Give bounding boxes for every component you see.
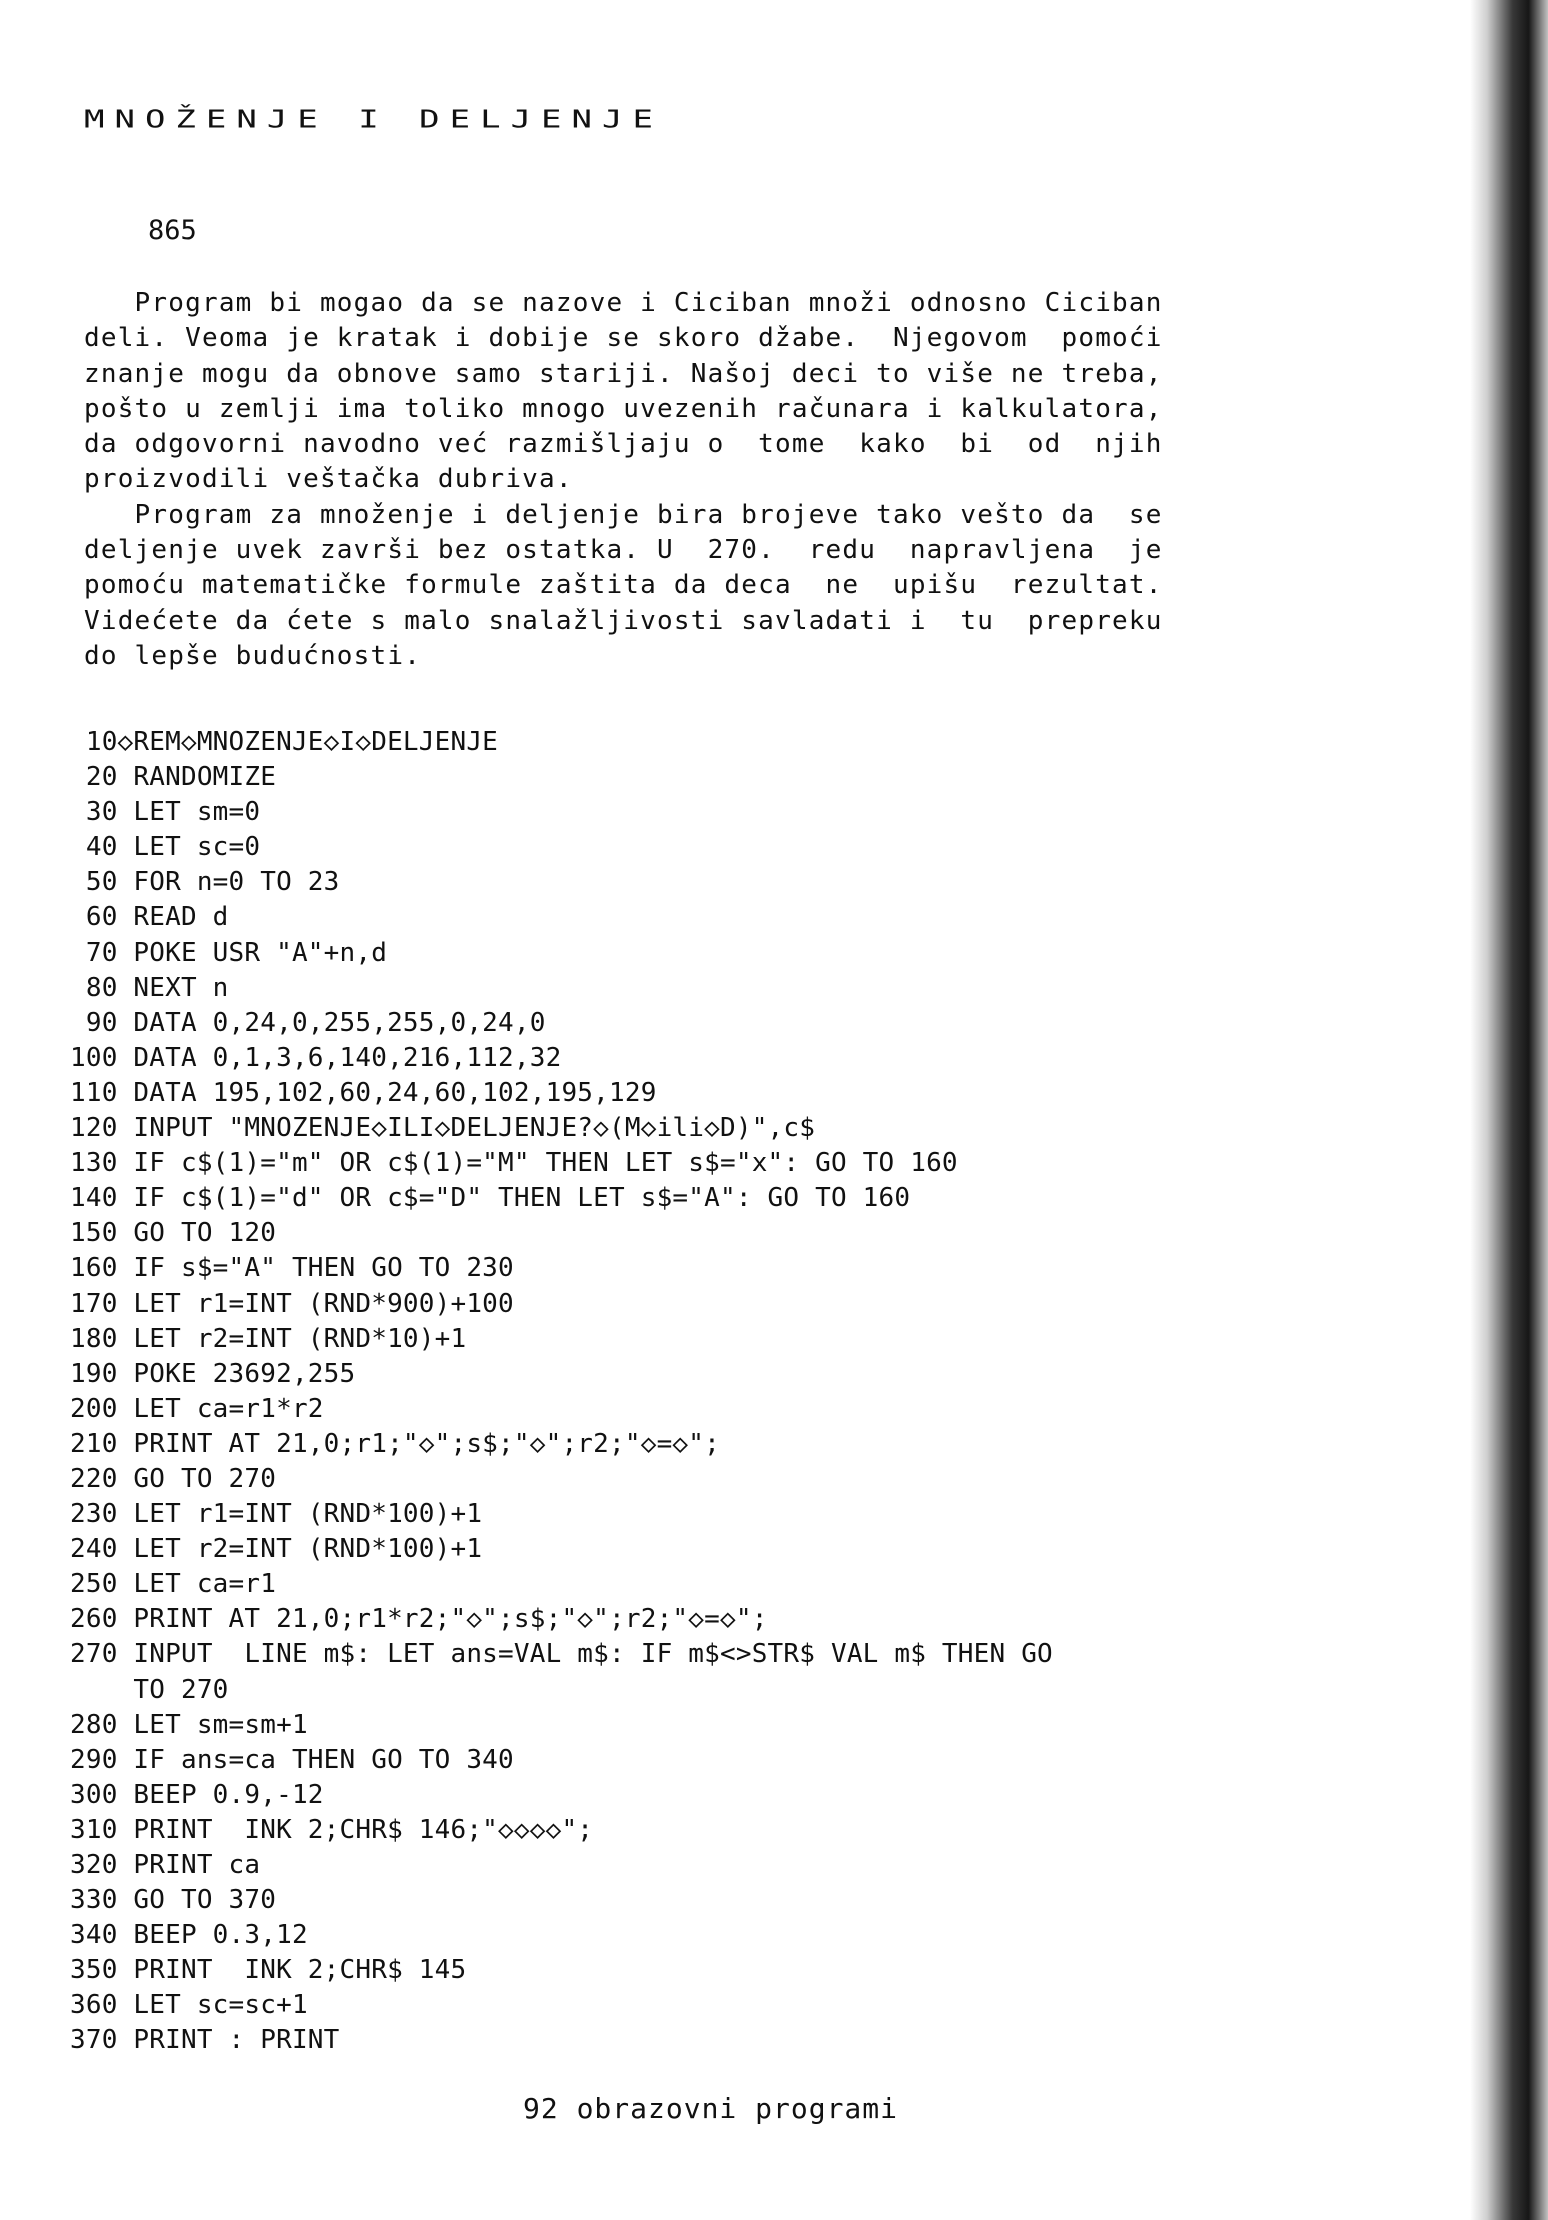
code-line: 210 PRINT AT 21,0;r1;"◇";s$;"◇";r2;"◇=◇"; — [70, 1428, 720, 1459]
scan-binding-shadow — [1470, 0, 1548, 2220]
code-line: 30 LET sm=0 — [70, 797, 261, 828]
code-line: 320 PRINT ca — [70, 1850, 261, 1880]
page-footer: 92 obrazovni programi — [523, 2092, 899, 2125]
description-line: da odgovorni navodno već razmišljaju o tome kako bi od njih — [84, 429, 1163, 460]
code-line: 130 IF c$(1)="m" OR c$(1)="M" THEN LET s$="x": GO TO 160 — [70, 1148, 958, 1179]
basic-listing — [70, 725, 1053, 2059]
code-line: 190 POKE 23692,255 — [70, 1358, 356, 1389]
code-line: TO 270 — [70, 1674, 229, 1705]
description-text — [84, 286, 1436, 674]
description-line: znanje mogu da obnove samo stariji. Našoj deci to više ne treba, — [84, 358, 1163, 389]
code-line: 280 LET sm=sm+1 — [70, 1709, 308, 1740]
description-line: proizvodili veštačka dubriva. — [84, 464, 573, 495]
code-line: 40 LET sc=0 — [70, 832, 261, 863]
code-line: 230 LET r1=INT (RND*100)+1 — [70, 1499, 483, 1530]
description-line: pošto u zemlji ima toliko mnogo uvezenih računara i kalkulatora, — [84, 393, 1163, 424]
description-line: deli. Veoma je kratak i dobije se skoro džabe. Njegovom pomoći — [84, 323, 1163, 354]
code-line: 260 PRINT AT 21,0;r1*r2;"◇";s$;"◇";r2;"◇=◇"; — [70, 1604, 768, 1635]
code-line: 100 DATA 0,1,3,6,140,216,112,32 — [70, 1042, 562, 1073]
code-line: 20 RANDOMIZE — [70, 762, 277, 793]
code-line: 110 DATA 195,102,60,24,60,102,195,129 — [70, 1077, 657, 1108]
code-line: 50 FOR n=0 TO 23 — [70, 867, 340, 898]
code-line: 340 BEEP 0.3,12 — [70, 1920, 308, 1951]
code-line: 10◇REM◇MNOZENJE◇I◇DELJENJE — [70, 727, 499, 757]
code-line: 180 LET r2=INT (RND*10)+1 — [70, 1323, 467, 1354]
code-line: 80 NEXT n — [70, 972, 229, 1003]
code-line: 220 GO TO 270 — [70, 1463, 277, 1494]
code-line: 370 PRINT : PRINT — [70, 2025, 340, 2056]
code-line: 170 LET r1=INT (RND*900)+100 — [70, 1288, 514, 1319]
description-line: Videćete da ćete s malo snalažljivosti savladati i tu prepreku — [84, 605, 1163, 636]
problem-number: 865 — [148, 215, 197, 246]
code-line: 60 READ d — [70, 902, 229, 933]
code-line: 290 IF ans=ca THEN GO TO 340 — [70, 1744, 514, 1775]
description-line: pomoću matematičke formule zaštita da deca ne upišu rezultat. — [84, 570, 1163, 601]
code-line: 270 INPUT LINE m$: LET ans=VAL m$: IF m$<>STR$ VAL m$ THEN GO — [70, 1639, 1053, 1670]
code-line: 300 BEEP 0.9,-12 — [70, 1779, 324, 1810]
code-line: 330 GO TO 370 — [70, 1885, 277, 1916]
code-line: 310 PRINT INK 2;CHR$ 146;"◇◇◇◇"; — [70, 1814, 594, 1845]
description-line: do lepše budućnosti. — [84, 640, 422, 671]
code-line: 350 PRINT INK 2;CHR$ 145 — [70, 1955, 467, 1986]
code-line: 140 IF c$(1)="d" OR c$="D" THEN LET s$="A": GO TO 160 — [70, 1183, 911, 1214]
code-line: 160 IF s$="A" THEN GO TO 230 — [70, 1253, 514, 1284]
code-line: 250 LET ca=r1 — [70, 1569, 277, 1600]
description-line: deljenje uvek završi bez ostatka. U 270. redu napravljena je — [84, 535, 1163, 566]
code-line: 120 INPUT "MNOZENJE◇ILI◇DELJENJE?◇(M◇ili◇D)",c$ — [70, 1113, 816, 1144]
page-title: MNOŽENJE I DELJENJE — [84, 105, 663, 134]
description-line: Program za množenje i deljenje bira brojeve tako vešto da se — [84, 499, 1163, 530]
code-line: 200 LET ca=r1*r2 — [70, 1393, 324, 1424]
code-line: 70 POKE USR "A"+n,d — [70, 937, 388, 968]
description-line: Program bi mogao da se nazove i Ciciban množi odnosno Ciciban — [84, 288, 1163, 318]
code-line: 360 LET sc=sc+1 — [70, 1990, 308, 2021]
code-line: 240 LET r2=INT (RND*100)+1 — [70, 1534, 483, 1565]
code-line: 150 GO TO 120 — [70, 1218, 277, 1249]
code-line: 90 DATA 0,24,0,255,255,0,24,0 — [70, 1007, 546, 1038]
